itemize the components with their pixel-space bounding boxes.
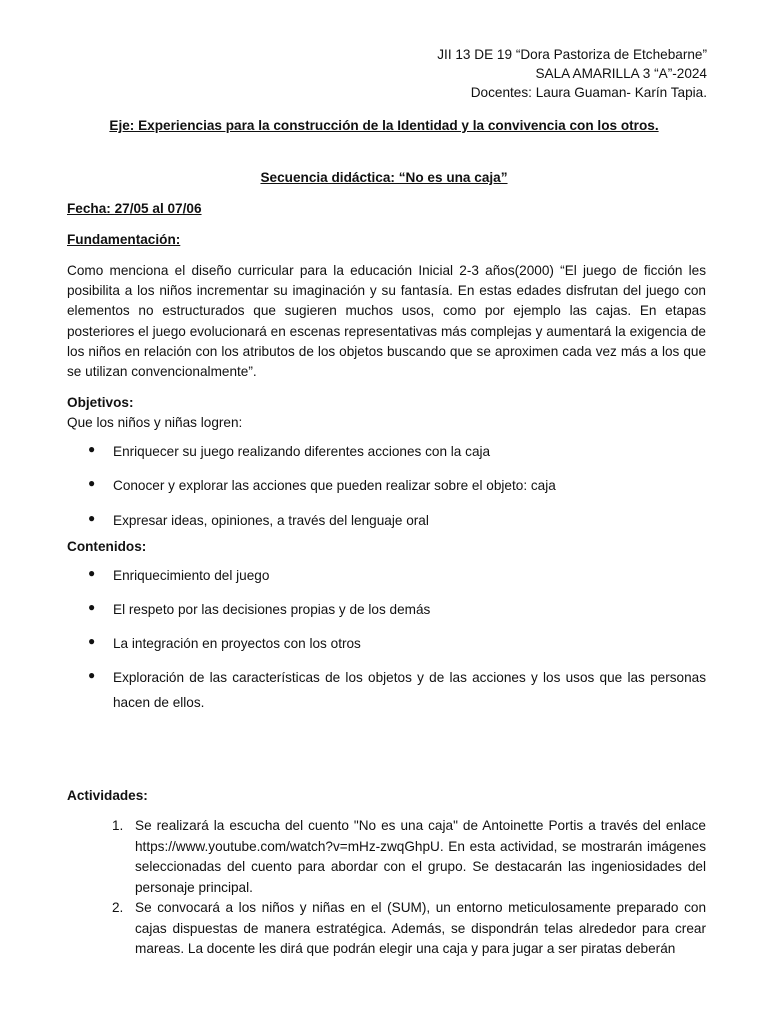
fundamentacion-heading: Fundamentación: [67,232,181,247]
bullet-icon: ● [88,668,96,682]
objetivos-heading: Objetivos: [67,395,134,410]
bullet-icon: ● [88,511,96,525]
teachers: Docentes: Laura Guaman- Karín Tapia. [470,85,707,100]
bullet-icon: ● [88,442,96,456]
list-item: ● Conocer y explorar las acciones que pueden realizar sobre el objeto: caja [88,473,706,498]
bullet-icon: ● [88,634,96,648]
eje-title: Eje: Experiencias para la construcción de la Identidad y la convivencia con los otros. [109,118,659,133]
objetivos-intro: Que los niños y niñas logren: [67,415,243,430]
school-header [437,45,707,102]
school-name: JII 13 DE 19 “Dora Pastoriza de Etchebarne” [437,47,707,62]
bullet-icon: ● [88,600,96,614]
list-item: ● El respeto por las decisiones propias y de los demás [88,597,706,622]
list-item: ● La integración en proyectos con los otros [88,631,706,656]
fecha-label: Fecha: 27/05 al 07/06 [67,201,202,216]
list-item: 1. Se realizará la escucha del cuento "No es una caja" de Antoinette Portis a través del enlace https://www.youtube.com/watch?v=mHz-zwqGhpU. En esta actividad, se mostrarán imágenes seleccionadas del cuento para abordar con el grupo. Se destacarán las ingeniosidades del personaje principal. [112,818,706,895]
list-item: 2. Se convocará a los niños y niñas en el (SUM), un entorno meticulosamente preparado con cajas dispuestas de manera estratégica. Además, se dispondrán telas alrededor para crear mareas. La docente les dirá que podrán elegir una caja y para jugar a ser piratas deberán [112,900,706,956]
list-item: ● Enriquecer su juego realizando diferentes acciones con la caja [88,439,706,464]
actividades-list [112,816,706,960]
list-item: ● Expresar ideas, opiniones, a través del lenguaje oral [88,508,706,533]
fundamentacion-text: Como menciona el diseño curricular para la educación Inicial 2-3 años(2000) “El juego de ficción les posibilita a los niños incrementar su imaginación y su fantasía. En estas edades disfrutan del juego con elementos no estructurados que sugieren muchos usos, como por ejemplo las cajas. En etapas posteriores el juego evolucionará en escenas representativas más complejas y aumentará la exigencia de los niños en relación con los atributos de los objetos buscando que se aproximen cada vez más a los que se utilizan convencionalmente”. [67,263,706,380]
class-name: SALA AMARILLA 3 “A”-2024 [535,66,707,81]
bullet-icon: ● [88,566,96,580]
actividades-heading: Actividades: [67,788,148,803]
list-item: ● Enriquecimiento del juego [88,563,706,588]
secuencia-title: Secuencia didáctica: “No es una caja” [260,170,508,185]
contenidos-heading: Contenidos: [67,539,147,554]
bullet-icon: ● [88,476,96,490]
list-item: ● Exploración de las características de los objetos y de las acciones y los usos que las personas hacen de ellos. [88,665,706,715]
